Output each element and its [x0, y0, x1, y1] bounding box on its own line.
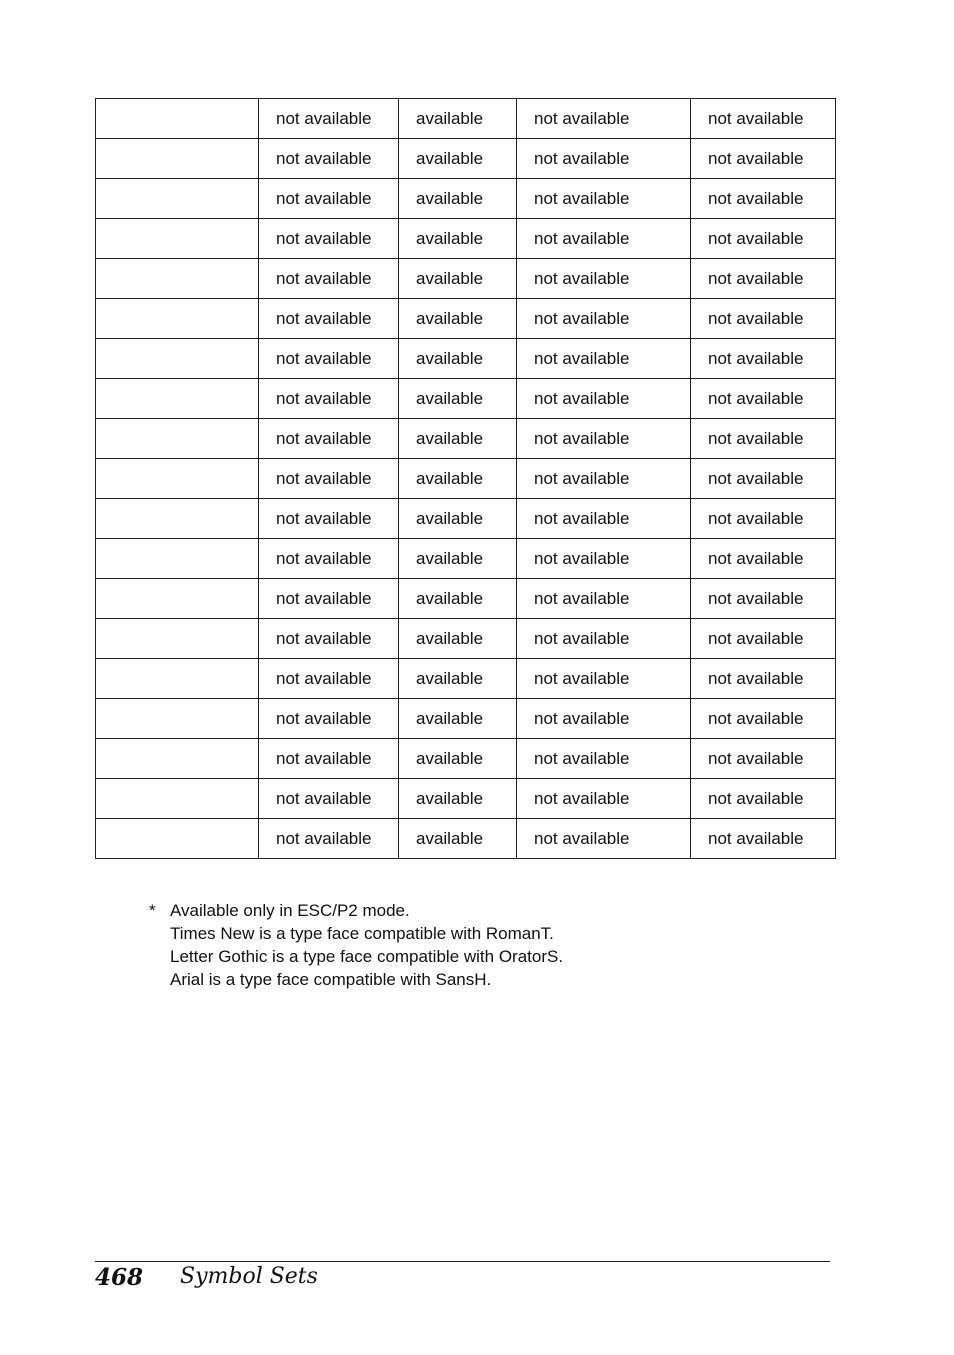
- table-cell: not available: [259, 739, 399, 779]
- table-cell: available: [399, 699, 517, 739]
- table-row: [96, 459, 836, 499]
- table-cell: [96, 699, 259, 739]
- table-cell: [96, 499, 259, 539]
- table-cell: [96, 459, 259, 499]
- table-cell: available: [399, 299, 517, 339]
- table-cell: available: [399, 779, 517, 819]
- table-cell: not available: [691, 299, 836, 339]
- table-row: [96, 499, 836, 539]
- table-cell: not available: [259, 219, 399, 259]
- table-row: [96, 339, 836, 379]
- table-cell: not available: [517, 499, 691, 539]
- table-cell: [96, 139, 259, 179]
- table-cell: [96, 619, 259, 659]
- table-cell: [96, 379, 259, 419]
- table-cell: not available: [517, 299, 691, 339]
- table-cell: not available: [691, 699, 836, 739]
- table-cell: [96, 419, 259, 459]
- table-cell: not available: [259, 179, 399, 219]
- table-cell: not available: [691, 499, 836, 539]
- table-cell: [96, 659, 259, 699]
- table-cell: not available: [691, 379, 836, 419]
- table-cell: available: [399, 219, 517, 259]
- table-row: [96, 539, 836, 579]
- table-row: [96, 579, 836, 619]
- table-cell: not available: [517, 139, 691, 179]
- table-cell: not available: [259, 99, 399, 139]
- table-cell: available: [399, 379, 517, 419]
- table-cell: not available: [691, 339, 836, 379]
- table-cell: available: [399, 579, 517, 619]
- table-cell: available: [399, 99, 517, 139]
- table-cell: [96, 539, 259, 579]
- table-cell: not available: [259, 819, 399, 859]
- table-cell: not available: [259, 779, 399, 819]
- table-cell: not available: [517, 339, 691, 379]
- table-cell: available: [399, 459, 517, 499]
- table-cell: not available: [691, 179, 836, 219]
- table-cell: not available: [691, 459, 836, 499]
- table-cell: available: [399, 819, 517, 859]
- table-cell: not available: [517, 579, 691, 619]
- table-row: [96, 99, 836, 139]
- table-cell: not available: [259, 539, 399, 579]
- table-cell: [96, 579, 259, 619]
- table-cell: not available: [259, 659, 399, 699]
- table-cell: not available: [517, 779, 691, 819]
- table-cell: not available: [517, 619, 691, 659]
- table-cell: not available: [517, 419, 691, 459]
- table-cell: not available: [691, 139, 836, 179]
- footnote-line: Letter Gothic is a type face compatible with OratorS.: [170, 947, 564, 966]
- table-cell: not available: [517, 219, 691, 259]
- table-cell: available: [399, 739, 517, 779]
- table-cell: available: [399, 539, 517, 579]
- table-row: [96, 419, 836, 459]
- table-cell: [96, 339, 259, 379]
- table-cell: not available: [259, 139, 399, 179]
- table-cell: not available: [691, 779, 836, 819]
- table-cell: not available: [517, 459, 691, 499]
- table-cell: [96, 219, 259, 259]
- table-cell: not available: [691, 739, 836, 779]
- table-cell: not available: [259, 379, 399, 419]
- footnote-line: Arial is a type face compatible with SansH.: [170, 970, 492, 989]
- table-cell: not available: [517, 819, 691, 859]
- table-cell: not available: [517, 179, 691, 219]
- table-cell: [96, 179, 259, 219]
- table-cell: not available: [691, 659, 836, 699]
- table-cell: available: [399, 139, 517, 179]
- availability-table: [95, 98, 836, 859]
- table-cell: not available: [691, 579, 836, 619]
- footnote: [149, 899, 563, 991]
- table-cell: not available: [259, 259, 399, 299]
- table-cell: available: [399, 339, 517, 379]
- table-cell: [96, 779, 259, 819]
- table-cell: available: [399, 259, 517, 299]
- table-cell: not available: [517, 259, 691, 299]
- table-cell: available: [399, 419, 517, 459]
- footnote-marker: *: [149, 901, 156, 920]
- table-row: [96, 219, 836, 259]
- table-cell: [96, 739, 259, 779]
- table-cell: not available: [517, 379, 691, 419]
- table-row: [96, 739, 836, 779]
- table-cell: not available: [259, 299, 399, 339]
- table-cell: [96, 299, 259, 339]
- availability-table-body: [96, 99, 836, 859]
- table-row: [96, 299, 836, 339]
- table-cell: [96, 99, 259, 139]
- table-row: [96, 619, 836, 659]
- table-cell: not available: [691, 539, 836, 579]
- footnote-lines: [170, 899, 563, 991]
- table-cell: available: [399, 659, 517, 699]
- table-cell: not available: [517, 739, 691, 779]
- table-cell: not available: [691, 819, 836, 859]
- table-row: [96, 379, 836, 419]
- table-row: [96, 259, 836, 299]
- table-cell: not available: [691, 419, 836, 459]
- table-cell: not available: [259, 499, 399, 539]
- table-cell: not available: [691, 219, 836, 259]
- table-cell: [96, 259, 259, 299]
- table-cell: not available: [259, 419, 399, 459]
- table-cell: not available: [691, 259, 836, 299]
- table-cell: not available: [517, 659, 691, 699]
- footer-divider: [95, 1261, 830, 1262]
- table-cell: not available: [259, 699, 399, 739]
- table-cell: not available: [691, 99, 836, 139]
- section-title: Symbol Sets: [180, 1264, 318, 1289]
- table-cell: not available: [259, 459, 399, 499]
- table-cell: not available: [517, 99, 691, 139]
- table-cell: not available: [259, 579, 399, 619]
- table-cell: [96, 819, 259, 859]
- table-row: [96, 819, 836, 859]
- table-cell: not available: [691, 619, 836, 659]
- table-row: [96, 699, 836, 739]
- footnote-line: Available only in ESC/P2 mode.: [170, 901, 410, 920]
- footnote-line: Times New is a type face compatible with RomanT.: [170, 924, 554, 943]
- table-cell: not available: [517, 699, 691, 739]
- table-cell: not available: [259, 339, 399, 379]
- table-row: [96, 779, 836, 819]
- table-cell: not available: [517, 539, 691, 579]
- table-cell: available: [399, 499, 517, 539]
- table-cell: not available: [259, 619, 399, 659]
- page-number: 468: [95, 1264, 144, 1291]
- table-row: [96, 139, 836, 179]
- table-row: [96, 179, 836, 219]
- table-cell: available: [399, 619, 517, 659]
- table-row: [96, 659, 836, 699]
- table-cell: available: [399, 179, 517, 219]
